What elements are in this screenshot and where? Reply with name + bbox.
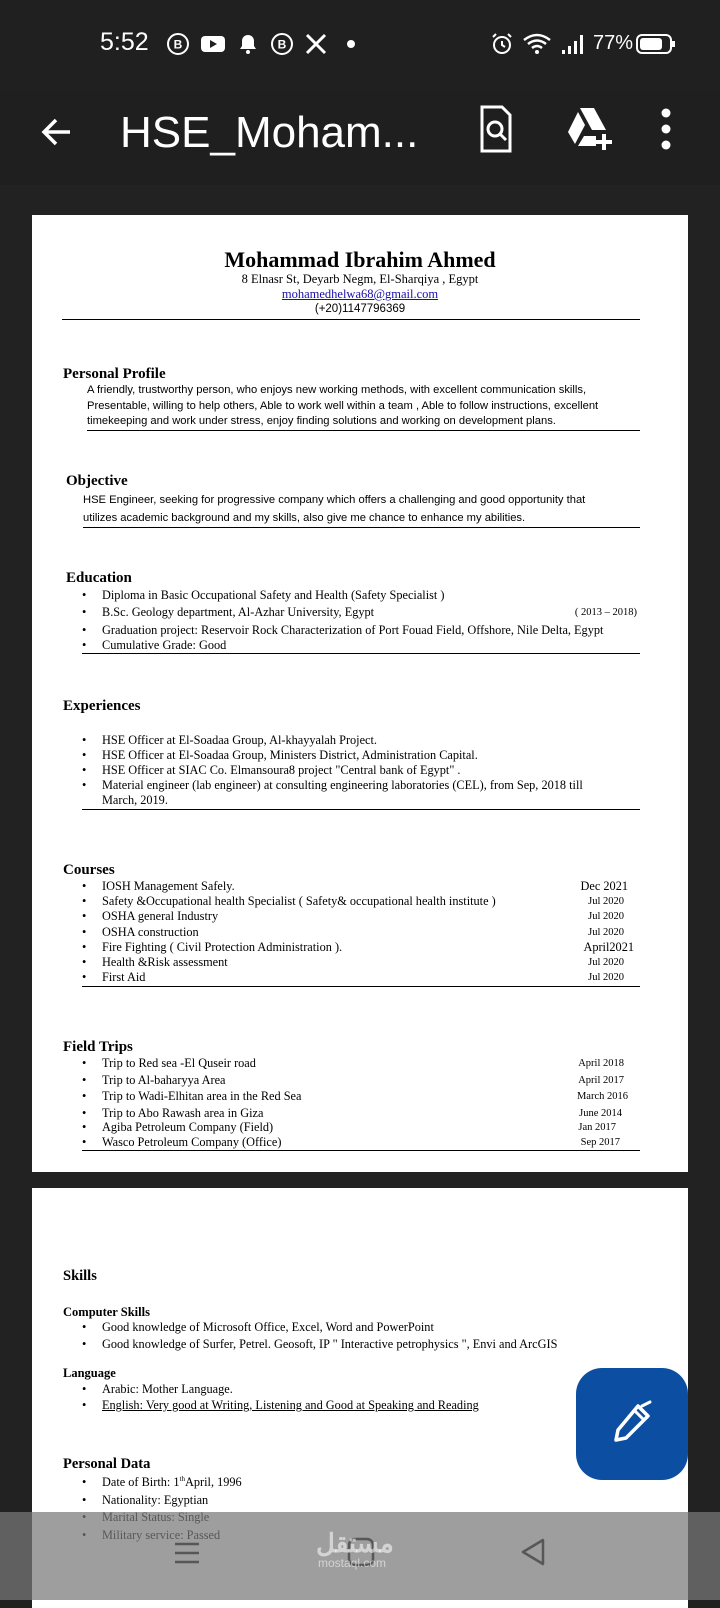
list-item: • Safety &Occupational health Specialist ( Safety& occupational health institute ) <box>102 894 496 909</box>
list-item-date: April2021 <box>583 940 634 954</box>
resume-phone: (+20)1147796369 <box>314 303 406 315</box>
list-item-date: Dec 2021 <box>580 879 628 893</box>
section-heading-field-trips: Field Trips <box>63 1039 133 1055</box>
list-item-date: June 2014 <box>579 1108 622 1119</box>
bereal-icon <box>166 32 190 56</box>
watermark-latin: mostaql.com <box>318 1556 387 1570</box>
subheading-computer-skills: Computer Skills <box>63 1305 150 1319</box>
list-item: • Wasco Petroleum Company (Office) <box>102 1135 281 1150</box>
list-item: • Graduation project: Reservoir Rock Characterization of Port Fouad Field, Offshore, Nile Delta, Egypt <box>102 623 603 638</box>
list-item: • Trip to Red sea -El Quseir road <box>102 1056 256 1071</box>
list-item: • Good knowledge of Microsoft Office, Excel, Word and PowerPoint <box>102 1320 434 1335</box>
more-vert-icon[interactable] <box>660 106 672 152</box>
section-heading-objective: Objective <box>66 473 128 489</box>
battery-icon <box>636 32 676 56</box>
experiences-divider <box>82 809 640 810</box>
list-item: • Arabic: Mother Language. <box>102 1382 233 1397</box>
profile-divider <box>87 430 640 431</box>
section-heading-experiences: Experiences <box>63 698 141 714</box>
list-item-date: Jan 2017 <box>578 1122 616 1133</box>
list-item: • OSHA construction <box>102 925 199 940</box>
courses-divider <box>82 986 640 987</box>
list-item-date: ( 2013 – 2018) <box>574 607 637 618</box>
list-item: • OSHA general Industry <box>102 909 218 924</box>
status-time: 5:52 <box>100 28 149 56</box>
list-item: • Trip to Wadi-Elhitan area in the Red Sea <box>102 1089 301 1104</box>
list-item: • Trip to Abo Rawash area in Giza <box>102 1106 263 1121</box>
resume-name: Mohammad Ibrahim Ahmed <box>224 247 496 272</box>
section-heading-profile: Personal Profile <box>63 366 166 382</box>
list-item: • Health &Risk assessment <box>102 955 228 970</box>
threads-icon <box>270 32 294 56</box>
list-item: • First Aid <box>102 970 145 985</box>
list-item: • IOSH Management Safely. <box>102 879 235 894</box>
svg-text:B: B <box>277 37 287 52</box>
section-heading-skills: Skills <box>63 1268 97 1284</box>
list-item: • Diploma in Basic Occupational Safety and Health (Safety Specialist ) <box>102 588 445 603</box>
list-item: • B.Sc. Geology department, Al-Azhar University, Egypt <box>102 605 374 620</box>
status-bar <box>0 0 720 90</box>
list-item-date: March 2016 <box>576 1091 628 1102</box>
youtube-icon <box>200 32 226 56</box>
list-item: • Agiba Petroleum Company (Field) <box>102 1120 273 1135</box>
list-item: • Good knowledge of Surfer, Petrel. Geosoft, IP " Interactive petrophysics ", Envi and ArcGIS <box>102 1337 557 1352</box>
field-trips-divider <box>82 1150 640 1151</box>
alarm-icon <box>490 32 514 56</box>
back-triangle-icon[interactable] <box>518 1536 548 1568</box>
objective-line: HSE Engineer, seeking for progressive company which offers a challenging and good opportunity that <box>83 494 586 506</box>
list-item-date: Jul 2020 <box>588 972 624 983</box>
list-item-date: Jul 2020 <box>588 896 624 907</box>
objective-text <box>83 492 585 527</box>
resume-email-link[interactable]: mohamedhelwa68@gmail.com <box>281 287 439 301</box>
list-item-continuation: March, 2019. <box>102 793 168 807</box>
profile-line: Presentable, willing to help others, Able to work well within a team , Able to follow instructions, excellent <box>87 399 599 412</box>
app-bar <box>0 90 720 185</box>
document-page-1 <box>32 215 688 1172</box>
x-icon <box>304 32 328 56</box>
list-item: • HSE Officer at SIAC Co. Elmansoura8 project "Central bank of Egypt" . <box>102 763 461 778</box>
profile-text <box>87 383 598 430</box>
list-item: • HSE Officer at El-Soadaa Group, Ministers District, Administration Capital. <box>102 748 478 763</box>
dob-prefix: Date of Birth: 1 <box>102 1475 180 1490</box>
section-heading-personal-data: Personal Data <box>63 1456 151 1472</box>
dob-suffix: April, 1996 <box>184 1475 242 1490</box>
header-divider <box>62 319 640 320</box>
dob-ordinal: th <box>179 1475 185 1483</box>
list-item-date: Jul 2020 <box>588 911 624 922</box>
section-heading-education: Education <box>66 570 132 586</box>
edit-fab-button[interactable] <box>576 1368 688 1480</box>
list-item: • Fire Fighting ( Civil Protection Administration ). <box>102 940 342 955</box>
recents-icon[interactable] <box>172 1538 202 1568</box>
signal-icon <box>560 32 588 56</box>
list-item-date: Jul 2020 <box>588 927 624 938</box>
document-title: HSE_Moham... <box>120 108 419 157</box>
objective-divider <box>83 527 640 528</box>
list-item: • HSE Officer at El-Soadaa Group, Al-khayyalah Project. <box>102 733 377 748</box>
back-arrow-icon[interactable] <box>36 112 76 152</box>
list-item: • Material engineer (lab engineer) at consulting engineering laboratories (CEL), from Sep, 2018 till <box>102 778 583 793</box>
section-heading-courses: Courses <box>63 862 115 878</box>
battery-percent: 77% <box>593 32 634 54</box>
subheading-language: Language <box>63 1366 116 1380</box>
list-item-dob <box>102 1475 242 1490</box>
list-item: • English: Very good at Writing, Listening and Good at Speaking and Reading <box>102 1398 479 1413</box>
watermark-arabic: مستقل <box>316 1528 394 1558</box>
list-item: • Nationality: Egyptian <box>102 1493 208 1508</box>
list-item-date: April 2017 <box>578 1075 624 1086</box>
dot-icon <box>346 32 356 56</box>
resume-address: 8 Elnasr St, Deyarb Negm, El-Sharqiya , Egypt <box>241 272 479 286</box>
list-item-date: Sep 2017 <box>580 1137 620 1148</box>
add-to-drive-icon[interactable] <box>566 106 616 152</box>
list-item: • Trip to Al-baharyya Area <box>102 1073 226 1088</box>
list-item-date: Jul 2020 <box>588 957 624 968</box>
wifi-icon <box>522 32 552 56</box>
svg-text:B: B <box>173 37 183 52</box>
list-item: • Cumulative Grade: Good <box>102 638 226 653</box>
profile-line: timekeeping and work under stress, enjoy finding solutions and working on development plans. <box>87 415 556 427</box>
objective-line: utilizes academic background and my skills, also give me chance to enhance my abilities. <box>83 511 526 524</box>
bell-icon <box>236 32 260 56</box>
edit-pen-icon <box>608 1400 656 1448</box>
education-divider <box>82 653 640 654</box>
search-document-icon[interactable] <box>476 104 516 154</box>
profile-line: A friendly, trustworthy person, who enjoys new working methods, with excellent communication skills, <box>87 384 587 396</box>
list-item-date: April 2018 <box>578 1058 624 1069</box>
